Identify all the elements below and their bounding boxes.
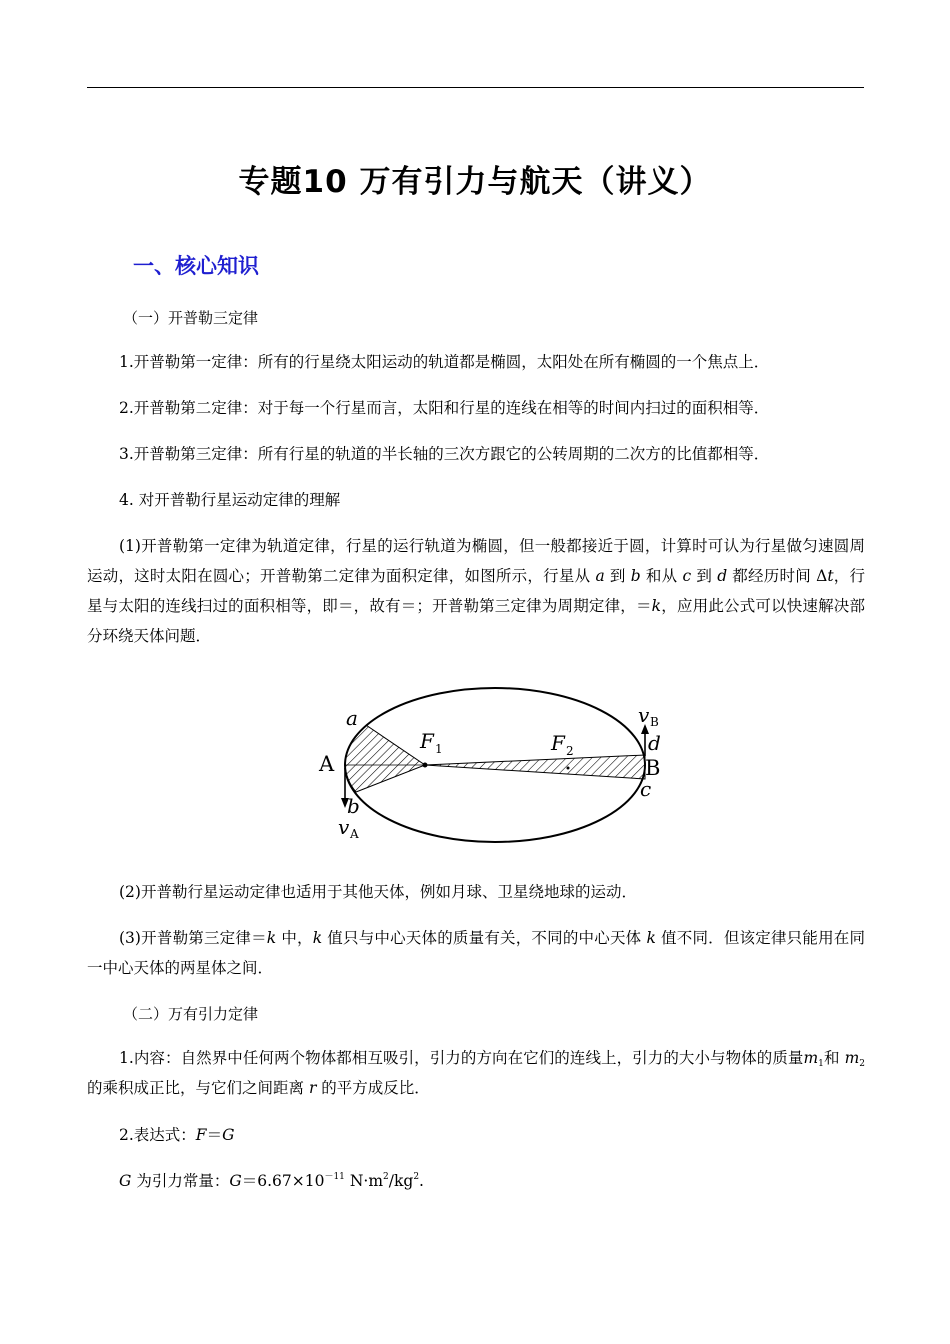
label-F2: F xyxy=(551,731,565,755)
var-c: c xyxy=(682,567,692,585)
var-b: b xyxy=(630,567,641,585)
label-vA: v xyxy=(338,815,350,839)
text-run: (1)开普勒第一定律为轨道定律，行星的运行轨道为椭圆，但一般都接近于圆，计算时可认为行星做匀速圆周运动，这时太阳在圆心；开普勒第二定律为面积定律，如图所示，行星从 xyxy=(87,537,865,585)
paragraph-item-4: 4. 对开普勒行星运动定律的理解 xyxy=(119,491,341,509)
label-F2-sub: 2 xyxy=(566,744,574,758)
var-G: G xyxy=(229,1172,242,1190)
exponent: 2 xyxy=(413,1172,420,1182)
var-m1: m xyxy=(803,1049,819,1067)
section-heading-core-knowledge: 一、核心知识 xyxy=(133,254,259,278)
label-B: B xyxy=(645,756,661,780)
paragraph-kepler-understanding-2: (2)开普勒行星运动定律也适用于其他天体，例如月球、卫星绕地球的运动． xyxy=(119,883,637,901)
var-t: t xyxy=(827,567,834,585)
var-k: k xyxy=(646,929,656,947)
var-F: F xyxy=(195,1126,207,1144)
kepler-ellipse-figure xyxy=(300,676,700,850)
label-F1-sub: 1 xyxy=(435,742,443,756)
var-r: r xyxy=(308,1079,317,1097)
text-run: 为引力常量： xyxy=(131,1172,230,1190)
label-b: b xyxy=(347,794,360,818)
text-run: (3)开普勒第三定律＝ xyxy=(119,929,267,947)
var-d: d xyxy=(717,567,728,585)
paragraph-kepler-law-3: 3.开普勒第三定律：所有行星的轨道的半长轴的三次方跟它的公转周期的二次方的比值都相等． xyxy=(119,445,770,463)
var-G: G xyxy=(222,1126,235,1144)
text-run: ，应用此公式可以快速解决部分环绕天体问题． xyxy=(87,597,865,645)
swept-area-right xyxy=(425,755,645,779)
var-a: a xyxy=(595,567,605,585)
var-m2: m xyxy=(844,1049,860,1067)
label-c: c xyxy=(640,777,652,801)
var-G: G xyxy=(119,1172,132,1190)
text-run: . xyxy=(419,1172,424,1190)
exponent: －11 xyxy=(324,1172,345,1182)
paragraph-gravitation-content xyxy=(87,1043,865,1103)
text-run: 到 xyxy=(691,567,718,585)
label-d: d xyxy=(648,731,661,755)
paragraph-expression xyxy=(87,1120,865,1150)
var-k: k xyxy=(651,597,662,615)
label-vA-sub: A xyxy=(350,827,359,841)
label-F1: F xyxy=(420,729,434,753)
text-run: 的乘积成正比，与它们之间距离 xyxy=(87,1079,309,1097)
text-run: 到 xyxy=(604,567,631,585)
text-run: 和从 xyxy=(640,567,683,585)
text-run: /kg xyxy=(388,1172,414,1190)
text-run: 和 xyxy=(823,1049,845,1067)
paragraph-kepler-law-1: 1.开普勒第一定律：所有的行星绕太阳运动的轨道都是椭圆，太阳处在所有椭圆的一个焦点上． xyxy=(119,353,770,371)
paragraph-gravitational-constant xyxy=(87,1166,865,1196)
text-run: 都经历时间 Δ xyxy=(727,567,828,585)
paragraph-kepler-understanding-1 xyxy=(87,531,865,651)
text-run: ＝ xyxy=(206,1126,223,1144)
focus-f1-dot xyxy=(423,763,428,768)
text-run: 1.内容：自然界中任何两个物体都相互吸引，引力的方向在它们的连线上，引力的大小与物体的质量 xyxy=(119,1049,804,1067)
label-vB: v xyxy=(638,703,650,727)
label-a: a xyxy=(346,706,358,730)
paragraph-kepler-law-2: 2.开普勒第二定律：对于每一个行星而言，太阳和行星的连线在相等的时间内扫过的面积相等． xyxy=(119,399,770,417)
label-A: A xyxy=(319,752,335,776)
text-run: ，行星与太阳的连线扫过的面积相等，即＝，故有＝；开普勒第三定律为周期定律，＝ xyxy=(87,567,866,615)
text-run: ＝6.67×10 xyxy=(241,1172,325,1190)
text-run: 的平方成反比． xyxy=(316,1079,430,1097)
text-run: 值不同．但该定律只能用在同一中心天体的两星体之间． xyxy=(87,929,865,977)
var-k: k xyxy=(312,929,323,947)
swept-area-left xyxy=(345,721,425,792)
page-title: 专题10 万有引力与航天（讲义） xyxy=(238,164,712,200)
subsection-heading-gravitation: （二）万有引力定律 xyxy=(123,1005,259,1023)
text-run: 值只与中心天体的质量有关，不同的中心天体 xyxy=(322,929,647,947)
focus-f2-dot xyxy=(567,767,570,770)
var-k: k xyxy=(266,929,277,947)
paragraph-kepler-understanding-3 xyxy=(87,923,865,983)
subscript: 2 xyxy=(859,1059,865,1069)
subsection-heading-kepler: （一）开普勒三定律 xyxy=(123,309,259,327)
ellipse-diagram xyxy=(300,676,700,846)
exponent: 2 xyxy=(383,1172,389,1182)
text-run: 2.表达式： xyxy=(119,1126,196,1144)
label-vB-sub: B xyxy=(650,715,659,729)
text-run: N·m xyxy=(344,1172,384,1190)
subscript: 1 xyxy=(818,1059,824,1069)
header-rule xyxy=(87,87,864,88)
text-run: 中， xyxy=(276,929,313,947)
